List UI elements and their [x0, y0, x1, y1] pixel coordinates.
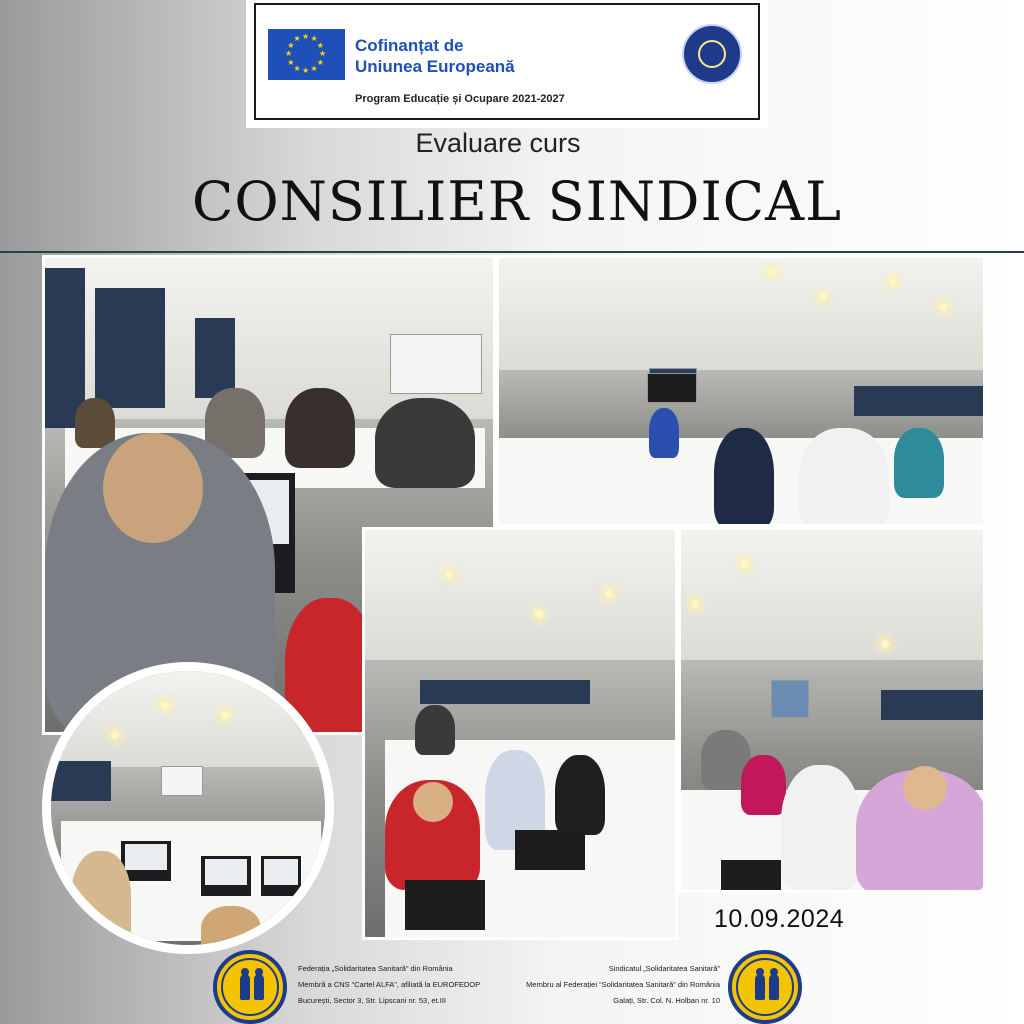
photo-participants-center	[362, 527, 678, 940]
federation-name: Federația „Solidaritatea Sanitară” din România	[298, 964, 453, 973]
solidaritatea-sanitara-logo-icon	[213, 950, 287, 1024]
header-divider	[0, 251, 1024, 253]
eu-star-icon: ★	[316, 57, 324, 67]
program-name: Program Educație și Ocupare 2021-2027	[355, 93, 565, 105]
union-address: Galați, Str. Col. N. Holban nr. 10	[613, 996, 720, 1005]
course-subtitle: Evaluare curs	[415, 128, 581, 158]
eu-star-icon: ★	[293, 63, 301, 73]
event-date: 10.09.2024	[714, 905, 845, 933]
solidaritatea-sanitara-logo-icon	[728, 950, 802, 1024]
eu-cofinanced-line2: Uniunea Europeană	[355, 57, 515, 76]
federation-address: București, Sector 3, Str. Lipscani nr. 53, et.III	[298, 996, 446, 1005]
eu-star-icon: ★	[285, 49, 293, 58]
photo-conference-room-right	[496, 255, 986, 527]
photo-inset-circle	[42, 662, 334, 954]
photo-participants-right	[678, 527, 986, 893]
guvernul-romaniei-seal-icon	[682, 24, 742, 84]
eu-star-icon: ★	[302, 66, 310, 75]
eu-flag-icon	[268, 29, 345, 80]
union-membership: Membru al Federației “Solidaritatea Sanitară” din România	[526, 980, 720, 989]
eu-star-icon: ★	[293, 34, 301, 44]
federation-membership: Membră a CNS “Cartel ALFA”, afiliată la EUROFEDOP	[298, 980, 481, 989]
eu-star-icon: ★	[287, 40, 295, 50]
eu-star-icon: ★	[302, 32, 310, 41]
eu-cofinanced-line1: Cofinanțat de	[355, 36, 464, 55]
eu-star-icon: ★	[316, 40, 324, 50]
course-title: CONSILIER SINDICAL	[192, 170, 842, 233]
eu-star-icon: ★	[319, 49, 327, 58]
union-name: Sindicatul „Solidaritatea Sanitară”	[608, 964, 720, 973]
eu-star-icon: ★	[287, 57, 295, 67]
eu-star-icon: ★	[310, 63, 318, 73]
eu-star-icon: ★	[310, 34, 318, 44]
